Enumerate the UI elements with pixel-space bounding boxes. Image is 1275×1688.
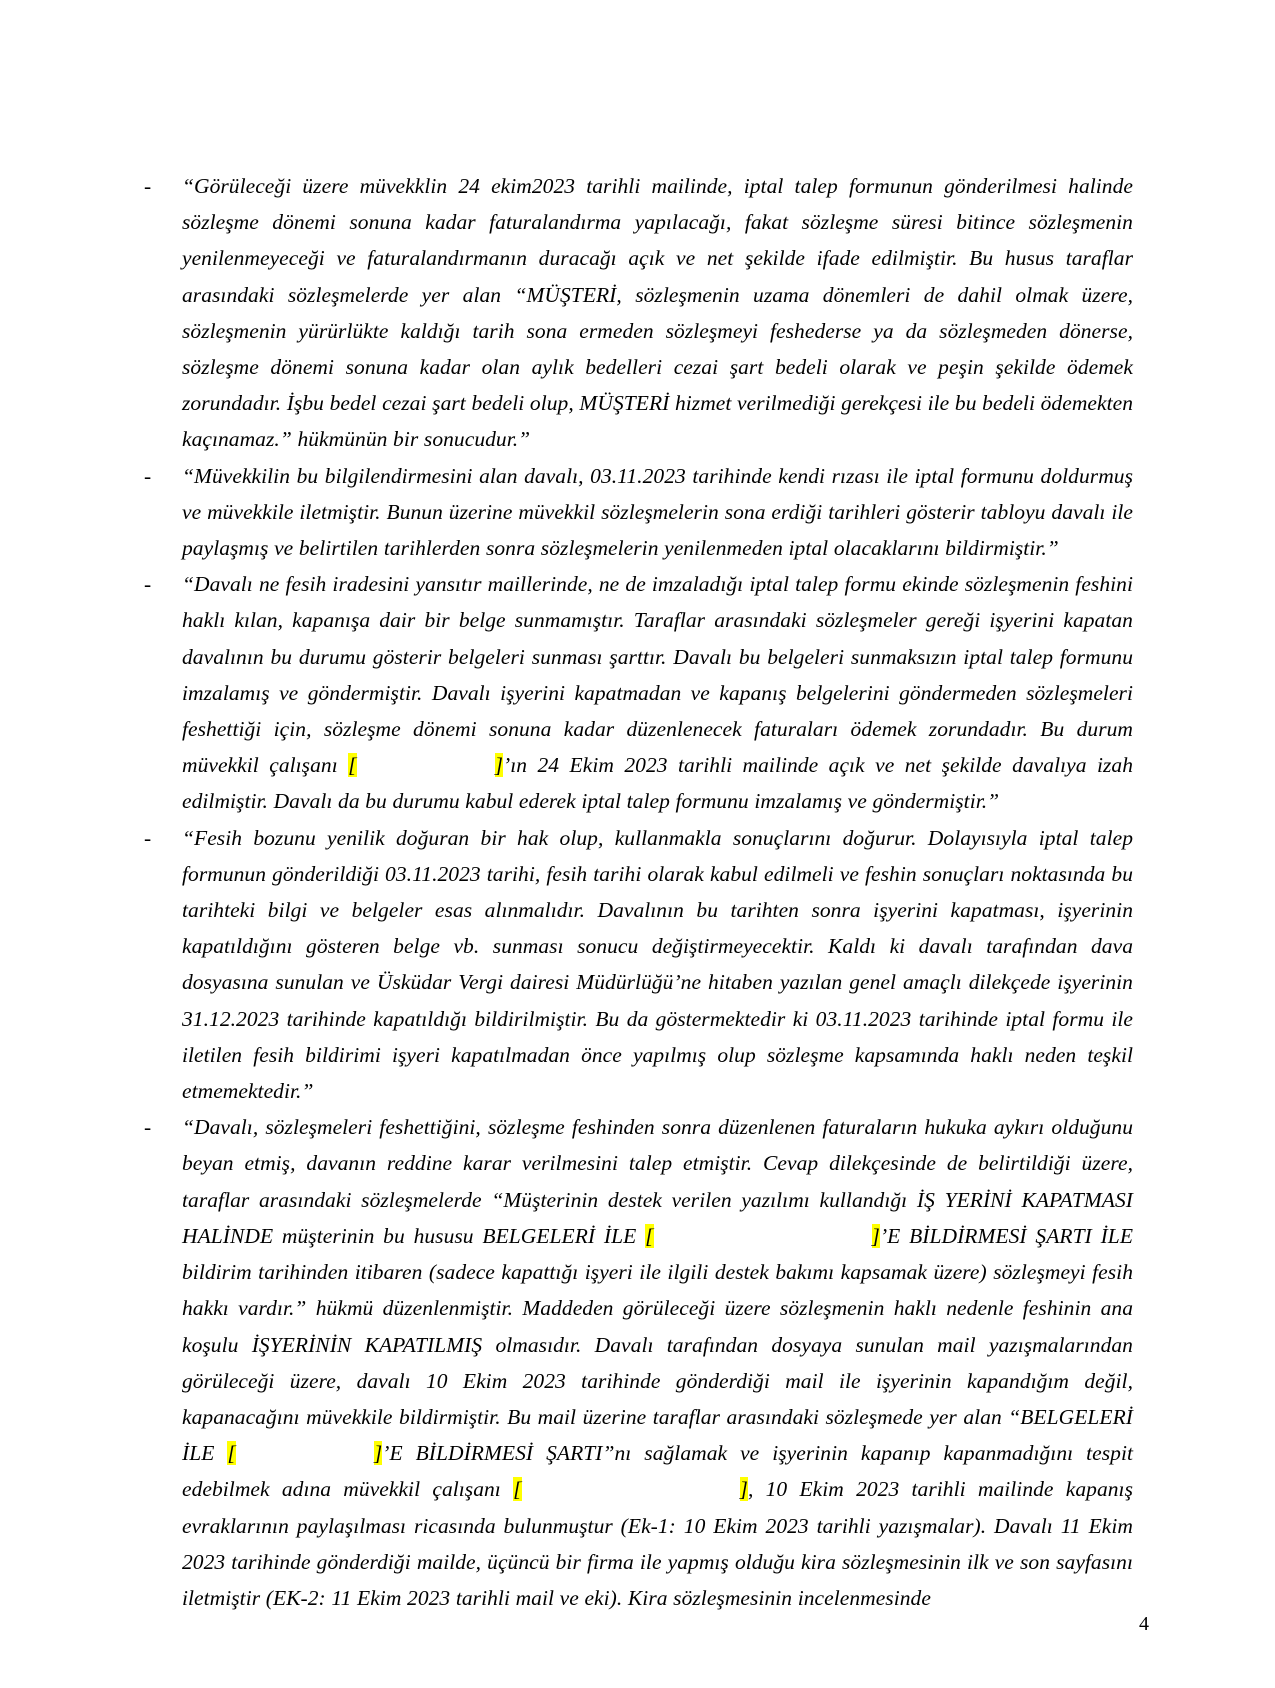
redaction-2-close-bracket: ] xyxy=(373,1441,383,1466)
bullet-marker: - xyxy=(144,174,152,198)
paragraph-1 xyxy=(182,168,1133,458)
paragraph-3-text-before: “Davalı ne fesih iradesini yansıtır maillerinde, ne de imzaladığı iptal talep formu ekinde sözleşmenin feshini haklı kılan, kapanışa dair bir belge sunmamıştır. Taraflar arasındaki sözleşmeler gereği işyerini kapatan davalının bu durumu gösterir belgeleri sunması şarttır. Davalı bu belgeleri sunmaksızın iptal talep formunu imzalamış ve göndermiştir. Davalı işyerini kapatmadan ve kapanış belgelerini göndermeden sözleşmeleri feshettiği için, sözleşme dönemi sonuna kadar düzenlenecek faturaları ödemek zorundadır. Bu durum müvekkil çalışanı xyxy=(182,572,1133,778)
paragraph-5-segment-1: “Davalı, sözleşmeleri feshettiğini, sözleşme feshinden sonra düzenlenen faturaların hukuka aykırı olduğunu beyan etmiş, davanın reddine karar verilmesini talep etmiştir. Cevap dilekçesinde de belirtildiği üzere, taraflar arasındaki sözleşmelerde “Müşterinin destek verilen yazılımı kullandığı İŞ YERİNİ KAPATMASI HALİNDE müşterinin bu hususu BELGELERİ İLE xyxy=(182,1115,1133,1248)
redaction-2-open-bracket: [ xyxy=(227,1441,236,1466)
redaction-close-bracket: ] xyxy=(494,753,504,778)
bullet-list xyxy=(138,168,1133,1616)
paragraph-3 xyxy=(182,566,1133,819)
list-item xyxy=(138,1109,1133,1616)
list-item xyxy=(138,458,1133,567)
list-item xyxy=(138,168,1133,458)
redaction-3-close-bracket: ] xyxy=(739,1477,748,1502)
paragraph-4-text: “Fesih bozunu yenilik doğuran bir hak olup, kullanmakla sonuçlarını doğurur. Dolayısıyla iptal talep formunun gönderildiği 03.11.2023 tarihi, fesih tarihi olarak kabul edilmeli ve feshin sonuçları noktasında bu tarihteki bilgi ve belgeler esas alınmalıdır. Davalının bu tarihten sonra işyerini kapatması, işyerinin kapatıldığını gösteren belge vb. sunması sonucu değiştirmeyecektir. Kaldı ki davalı tarafından dava dosyasına sunulan ve Üsküdar Vergi dairesi Müdürlüğü’ne hitaben yazılan genel amaçlı dilekçede işyerinin 31.12.2023 tarihinde kapatıldığı bildirilmiştir. Bu da göstermektedir ki 03.11.2023 tarihinde iptal formu ile iletilen fesih bildirimi işyeri kapatılmadan önce yapılmış olup sözleşme kapsamında haklı neden teşkil etmemektedir.” xyxy=(182,825,1133,1104)
redaction-1-open-bracket: [ xyxy=(645,1223,654,1248)
paragraph-5 xyxy=(182,1109,1133,1616)
paragraph-2 xyxy=(182,458,1133,567)
page-number: 4 xyxy=(1139,1613,1149,1635)
paragraph-5-segment-2: ’E BİLDİRMESİ ŞARTI İLE bildirim tarihinden itibaren (sadece kapattığı işyeri ile ilgili destek bakımı kapsamak üzere) sözleşmeyi fesih hakkı vardır.” hükmü düzenlenmiştir. Maddeden görüleceği üzere sözleşmenin haklı nedenle feshinin ana koşulu İŞYERİNİN KAPATILMIŞ olmasıdır. Davalı tarafından dosyaya sunulan mail yazışmalarından görüleceği üzere, davalı 10 Ekim 2023 tarihinde gönderdiği mail ile işyerinin kapandığım değil, kapanacağını müvekkile bildirmiştir. Bu mail üzerine taraflar arasındaki sözleşmede yer alan “BELGELERİ İLE xyxy=(182,1223,1133,1466)
paragraph-4 xyxy=(182,820,1133,1110)
bullet-marker: - xyxy=(144,825,152,850)
redaction-3-open-bracket: [ xyxy=(513,1477,522,1502)
bullet-marker: - xyxy=(144,463,152,488)
list-item xyxy=(138,566,1133,819)
bullet-marker: - xyxy=(144,1115,152,1140)
paragraph-3-text-after: ’ın 24 Ekim 2023 tarihli mailinde açık ve net şekilde davalıya izah edilmiştir. Davalı da bu durumu kabul ederek iptal talep formunu imzalamış ve göndermiştir.” xyxy=(182,753,1133,814)
list-item xyxy=(138,820,1133,1110)
redaction-open-bracket: [ xyxy=(348,753,357,778)
bullet-marker: - xyxy=(144,572,152,597)
paragraph-5-segment-4: , 10 Ekim 2023 tarihli mailinde kapanış evraklarının paylaşılması ricasında bulunmuştur (Ek-1: 10 Ekim 2023 tarihli yazışmalar). Davalı 11 Ekim 2023 tarihinde gönderdiği mailde, üçüncü bir firma ile yapmış olduğu kira sözleşmesinin ilk ve son sayfasını iletmiştir (EK-2: 11 Ekim 2023 tarihli mail ve eki). Kira sözleşmesinin incelenmesinde xyxy=(182,1477,1134,1610)
paragraph-1-text: “Görüleceği üzere müvekklin 24 ekim2023 tarihli mailinde, iptal talep formunun gönderilmesi halinde sözleşme dönemi sonuna kadar faturalandırma yapılacağı, fakat sözleşme süresi bitince sözleşmenin yenilenmeyeceği ve faturalandırmanın duracağı açık ve net şekilde ifade edilmiştir. Bu husus taraflar arasındaki sözleşmelerde yer alan “MÜŞTERİ, sözleşmenin uzama dönemleri de dahil olmak üzere, sözleşmenin yürürlükte kaldığı tarih sona ermeden sözleşmeyi feshederse ya da sözleşmeden dönerse, sözleşme dönemi sonuna kadar olan aylık bedelleri cezai şart bedeli olarak ve peşin şekilde ödemek zorundadır. İşbu bedel cezai şart bedeli olup, MÜŞTERİ hizmet verilmediği gerekçesi ile bu bedeli ödemekten kaçınamaz.” hükmünün bir sonucudur.” xyxy=(182,174,1133,452)
redaction-1-close-bracket: ] xyxy=(871,1223,880,1248)
paragraph-2-text: “Müvekkilin bu bilgilendirmesini alan davalı, 03.11.2023 tarihinde kendi rızası ile iptal formunu doldurmuş ve müvekkile iletmiştir. Bunun üzerine müvekkil sözleşmelerin sona erdiği tarihleri gösterir tabloyu davalı ile paylaşmış ve belirtilen tarihlerden sonra sözleşmelerin yenilenmeden iptal olacaklarını bildirmiştir.” xyxy=(182,463,1133,561)
paragraph-5-segment-3: ’E BİLDİRMESİ ŞARTI”nı sağlamak ve işyerinin kapanıp kapanmadığını tespit edebilmek adına müvekkil çalışanı xyxy=(182,1441,1134,1502)
